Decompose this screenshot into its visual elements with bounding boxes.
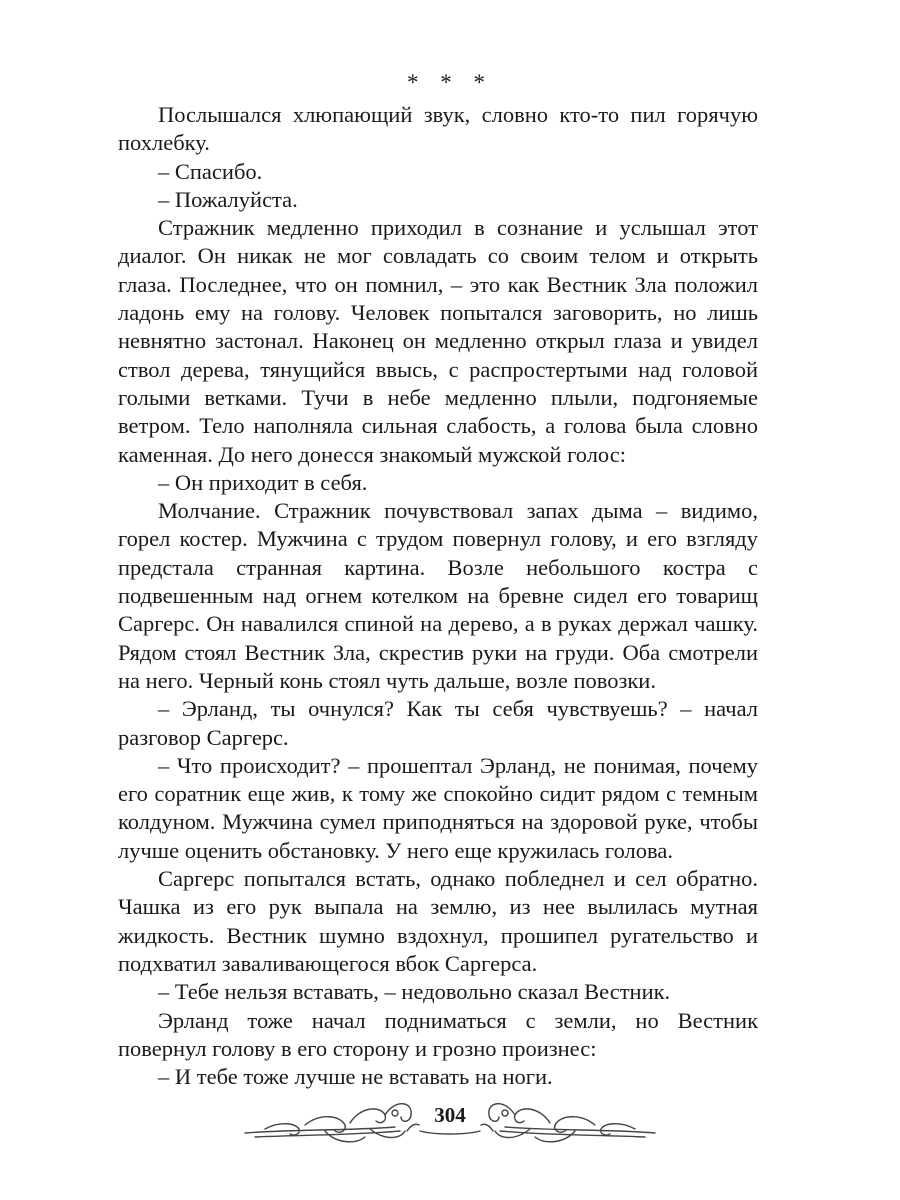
page-footer <box>235 1085 665 1155</box>
paragraph: Молчание. Стражник почувствовал запах дыма – видимо, горел костер. Мужчина с трудом повернул голову, и его взгляду предстала странная картина. Возле небольшого костра с подвешенным над огнем котелком на бревне сидел его товарищ Саргерс. Он навалился спиной на дерево, а в руках держал чашку. Рядом стоял Вестник Зла, скрестив руки на груди. Оба смотрели на него. Черный конь стоял чуть дальше, возле повозки. <box>118 498 758 693</box>
paragraph: Послышался хлюпающий звук, словно кто-то пил горячую похлебку. <box>118 102 758 156</box>
paragraph: – Эрланд, ты очнулся? Как ты себя чувствуешь? – начал разговор Саргерс. <box>118 696 758 750</box>
paragraph: Эрланд тоже начал подниматься с земли, но Вестник повернул голову в его сторону и грозно произнес: <box>118 1007 758 1061</box>
paragraph: – И тебе тоже лучше не вставать на ноги. <box>158 1064 553 1090</box>
body-text <box>118 101 758 1091</box>
paragraph: – Он приходит в себя. <box>158 469 368 495</box>
paragraph: – Что происходит? – прошептал Эрланд, не понимая, почему его соратник еще жив, к тому же спокойно сидит рядом с темным колдуном. Мужчина сумел приподняться на здоровой руке, чтобы лучше оценить обстановку. У него еще кружилась голова. <box>118 752 758 863</box>
page-number: 304 <box>434 1103 466 1127</box>
paragraph: – Пожалуйста. <box>158 186 298 212</box>
paragraph: – Тебе нельзя вставать, – недовольно сказал Вестник. <box>158 979 671 1005</box>
paragraph: Саргерс попытался встать, однако побледнел и сел обратно. Чашка из его рук выпала на землю, из нее вылилась мутная жидкость. Вестник шумно вздохнул, прошипел ругательство и подхватил заваливающегося вбок Саргерса. <box>118 866 758 976</box>
paragraph: – Спасибо. <box>158 158 263 184</box>
section-separator: * * * <box>407 70 493 95</box>
paragraph: Стражник медленно приходил в сознание и услышал этот диалог. Он никак не мог совладать со своим телом и открыть глаза. Последнее, что он помнил, – это как Вестник Зла положил ладонь ему на голову. Человек попытался заговорить, но лишь невнятно застонал. Наконец он медленно открыл глаза и увидел ствол дерева, тянущийся ввысь, с распростертыми над головой голыми ветками. Тучи в небе медленно плыли, подгоняемые ветром. Тело наполняла сильная слабость, а голова была словно каменная. До него донесся знакомый мужской голос: <box>118 215 758 467</box>
